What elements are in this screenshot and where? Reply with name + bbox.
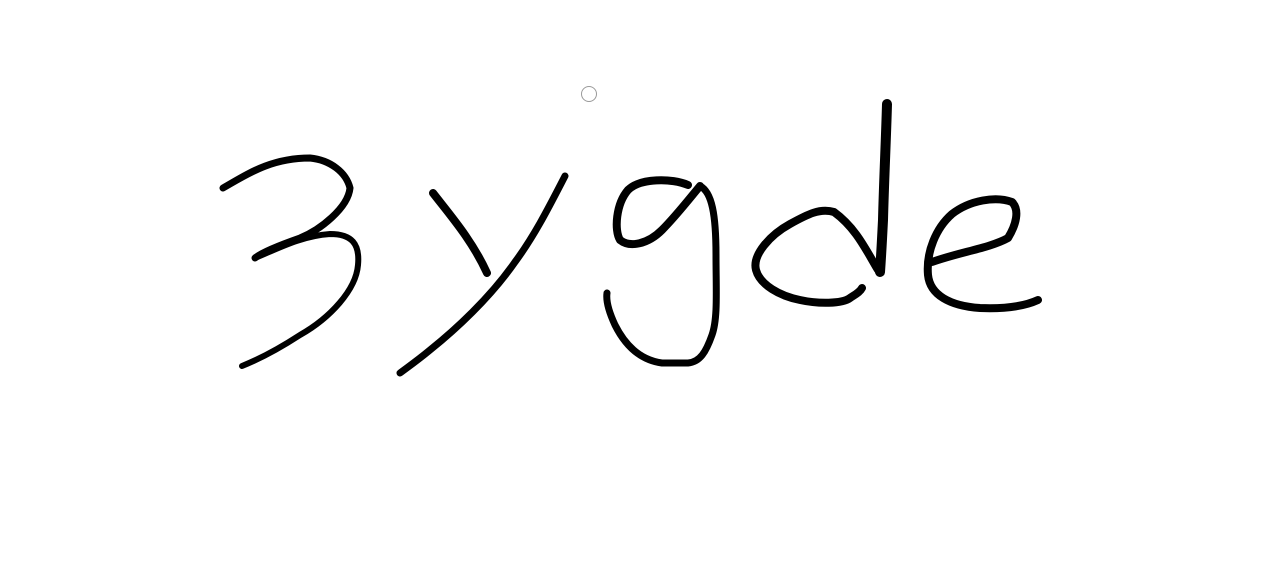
stroke-char-g [607,180,717,363]
stroke-char-e [928,199,1038,308]
stroke-char-3 [223,158,358,366]
circle-cursor-icon [581,86,597,102]
stroke-char-d [755,104,887,303]
stroke-char-y [400,176,565,373]
